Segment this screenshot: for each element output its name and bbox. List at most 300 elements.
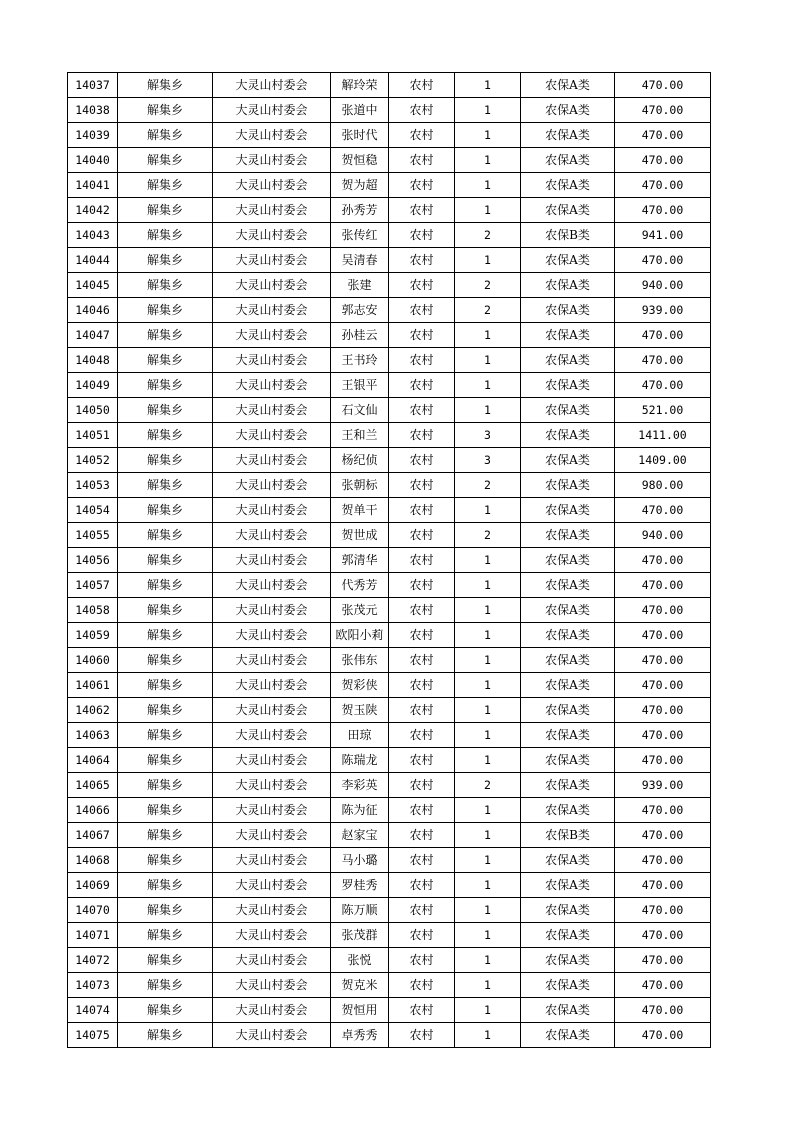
household-type-cell: 农村 (389, 723, 455, 748)
table-row (68, 698, 711, 723)
name-cell: 卓秀秀 (331, 1023, 389, 1048)
household-type-cell: 农村 (389, 198, 455, 223)
township-cell: 解集乡 (118, 948, 213, 973)
table-row (68, 973, 711, 998)
person-count-cell: 1 (455, 548, 521, 573)
category-cell: 农保A类 (521, 73, 615, 98)
village-committee-cell: 大灵山村委会 (213, 573, 331, 598)
village-committee-cell: 大灵山村委会 (213, 1023, 331, 1048)
name-cell: 李彩英 (331, 773, 389, 798)
category-cell: 农保A类 (521, 998, 615, 1023)
household-type-cell: 农村 (389, 123, 455, 148)
record-id-cell: 14047 (68, 323, 118, 348)
record-id-cell: 14061 (68, 673, 118, 698)
name-cell: 贺世成 (331, 523, 389, 548)
person-count-cell: 2 (455, 773, 521, 798)
amount-cell: 470.00 (615, 698, 711, 723)
amount-cell: 470.00 (615, 73, 711, 98)
amount-cell: 470.00 (615, 848, 711, 873)
record-id-cell: 14045 (68, 273, 118, 298)
name-cell: 贺克米 (331, 973, 389, 998)
village-committee-cell: 大灵山村委会 (213, 823, 331, 848)
township-cell: 解集乡 (118, 573, 213, 598)
category-cell: 农保A类 (521, 798, 615, 823)
record-id-cell: 14048 (68, 348, 118, 373)
household-type-cell: 农村 (389, 523, 455, 548)
amount-cell: 470.00 (615, 173, 711, 198)
household-type-cell: 农村 (389, 373, 455, 398)
amount-cell: 470.00 (615, 673, 711, 698)
person-count-cell: 2 (455, 273, 521, 298)
township-cell: 解集乡 (118, 898, 213, 923)
village-committee-cell: 大灵山村委会 (213, 73, 331, 98)
township-cell: 解集乡 (118, 123, 213, 148)
village-committee-cell: 大灵山村委会 (213, 998, 331, 1023)
category-cell: 农保A类 (521, 698, 615, 723)
amount-cell: 470.00 (615, 648, 711, 673)
category-cell: 农保A类 (521, 473, 615, 498)
name-cell: 贺恒稳 (331, 148, 389, 173)
household-type-cell: 农村 (389, 348, 455, 373)
table-row (68, 173, 711, 198)
household-type-cell: 农村 (389, 223, 455, 248)
amount-cell: 470.00 (615, 723, 711, 748)
name-cell: 张建 (331, 273, 389, 298)
person-count-cell: 2 (455, 523, 521, 548)
household-type-cell: 农村 (389, 573, 455, 598)
person-count-cell: 1 (455, 998, 521, 1023)
township-cell: 解集乡 (118, 198, 213, 223)
township-cell: 解集乡 (118, 148, 213, 173)
record-id-cell: 14063 (68, 723, 118, 748)
village-committee-cell: 大灵山村委会 (213, 973, 331, 998)
amount-cell: 470.00 (615, 873, 711, 898)
category-cell: 农保A类 (521, 423, 615, 448)
person-count-cell: 2 (455, 298, 521, 323)
township-cell: 解集乡 (118, 448, 213, 473)
village-committee-cell: 大灵山村委会 (213, 698, 331, 723)
amount-cell: 470.00 (615, 148, 711, 173)
record-id-cell: 14060 (68, 648, 118, 673)
township-cell: 解集乡 (118, 323, 213, 348)
category-cell: 农保A类 (521, 548, 615, 573)
table-row (68, 848, 711, 873)
amount-cell: 470.00 (615, 923, 711, 948)
table-row (68, 223, 711, 248)
village-committee-cell: 大灵山村委会 (213, 223, 331, 248)
person-count-cell: 1 (455, 573, 521, 598)
amount-cell: 470.00 (615, 598, 711, 623)
person-count-cell: 1 (455, 798, 521, 823)
township-cell: 解集乡 (118, 998, 213, 1023)
township-cell: 解集乡 (118, 848, 213, 873)
category-cell: 农保A类 (521, 898, 615, 923)
village-committee-cell: 大灵山村委会 (213, 248, 331, 273)
household-type-cell: 农村 (389, 773, 455, 798)
household-type-cell: 农村 (389, 848, 455, 873)
record-id-cell: 14072 (68, 948, 118, 973)
household-type-cell: 农村 (389, 423, 455, 448)
record-id-cell: 14071 (68, 923, 118, 948)
table-row (68, 648, 711, 673)
table-row (68, 998, 711, 1023)
village-committee-cell: 大灵山村委会 (213, 648, 331, 673)
table-row (68, 723, 711, 748)
category-cell: 农保A类 (521, 348, 615, 373)
township-cell: 解集乡 (118, 873, 213, 898)
household-type-cell: 农村 (389, 873, 455, 898)
person-count-cell: 1 (455, 973, 521, 998)
person-count-cell: 1 (455, 923, 521, 948)
category-cell: 农保B类 (521, 223, 615, 248)
village-committee-cell: 大灵山村委会 (213, 848, 331, 873)
person-count-cell: 1 (455, 323, 521, 348)
table-row (68, 598, 711, 623)
record-id-cell: 14043 (68, 223, 118, 248)
table-row (68, 773, 711, 798)
record-id-cell: 14066 (68, 798, 118, 823)
name-cell: 王银平 (331, 373, 389, 398)
township-cell: 解集乡 (118, 248, 213, 273)
village-committee-cell: 大灵山村委会 (213, 473, 331, 498)
record-id-cell: 14039 (68, 123, 118, 148)
person-count-cell: 1 (455, 498, 521, 523)
household-type-cell: 农村 (389, 973, 455, 998)
name-cell: 贺恒用 (331, 998, 389, 1023)
name-cell: 张茂群 (331, 923, 389, 948)
township-cell: 解集乡 (118, 298, 213, 323)
village-committee-cell: 大灵山村委会 (213, 598, 331, 623)
name-cell: 孙秀芳 (331, 198, 389, 223)
amount-cell: 470.00 (615, 248, 711, 273)
person-count-cell: 1 (455, 598, 521, 623)
amount-cell: 470.00 (615, 323, 711, 348)
village-committee-cell: 大灵山村委会 (213, 148, 331, 173)
household-type-cell: 农村 (389, 498, 455, 523)
record-id-cell: 14058 (68, 598, 118, 623)
amount-cell: 940.00 (615, 523, 711, 548)
amount-cell: 470.00 (615, 498, 711, 523)
village-committee-cell: 大灵山村委会 (213, 173, 331, 198)
amount-cell: 939.00 (615, 773, 711, 798)
amount-cell: 521.00 (615, 398, 711, 423)
record-id-cell: 14049 (68, 373, 118, 398)
household-type-cell: 农村 (389, 73, 455, 98)
table-row (68, 823, 711, 848)
village-committee-cell: 大灵山村委会 (213, 423, 331, 448)
table-body (68, 73, 711, 1048)
category-cell: 农保A类 (521, 373, 615, 398)
table-row (68, 498, 711, 523)
table-row (68, 98, 711, 123)
table-row (68, 523, 711, 548)
household-type-cell: 农村 (389, 548, 455, 573)
category-cell: 农保A类 (521, 948, 615, 973)
name-cell: 陈为征 (331, 798, 389, 823)
township-cell: 解集乡 (118, 98, 213, 123)
category-cell: 农保A类 (521, 523, 615, 548)
household-type-cell: 农村 (389, 448, 455, 473)
person-count-cell: 1 (455, 748, 521, 773)
village-committee-cell: 大灵山村委会 (213, 723, 331, 748)
record-id-cell: 14070 (68, 898, 118, 923)
category-cell: 农保A类 (521, 848, 615, 873)
table-row (68, 448, 711, 473)
household-type-cell: 农村 (389, 923, 455, 948)
household-type-cell: 农村 (389, 698, 455, 723)
name-cell: 田琼 (331, 723, 389, 748)
village-committee-cell: 大灵山村委会 (213, 623, 331, 648)
category-cell: 农保A类 (521, 748, 615, 773)
name-cell: 王和兰 (331, 423, 389, 448)
household-type-cell: 农村 (389, 98, 455, 123)
household-type-cell: 农村 (389, 273, 455, 298)
table-row (68, 798, 711, 823)
township-cell: 解集乡 (118, 523, 213, 548)
table-row (68, 373, 711, 398)
table-row (68, 673, 711, 698)
village-committee-cell: 大灵山村委会 (213, 523, 331, 548)
amount-cell: 470.00 (615, 898, 711, 923)
record-id-cell: 14052 (68, 448, 118, 473)
township-cell: 解集乡 (118, 598, 213, 623)
person-count-cell: 1 (455, 373, 521, 398)
name-cell: 贺单干 (331, 498, 389, 523)
name-cell: 贺为超 (331, 173, 389, 198)
village-committee-cell: 大灵山村委会 (213, 323, 331, 348)
township-cell: 解集乡 (118, 798, 213, 823)
person-count-cell: 1 (455, 673, 521, 698)
category-cell: 农保A类 (521, 298, 615, 323)
record-id-cell: 14073 (68, 973, 118, 998)
amount-cell: 470.00 (615, 373, 711, 398)
person-count-cell: 1 (455, 348, 521, 373)
name-cell: 张时代 (331, 123, 389, 148)
household-type-cell: 农村 (389, 598, 455, 623)
table-row (68, 198, 711, 223)
table-row (68, 348, 711, 373)
township-cell: 解集乡 (118, 423, 213, 448)
village-committee-cell: 大灵山村委会 (213, 298, 331, 323)
person-count-cell: 2 (455, 473, 521, 498)
record-id-cell: 14055 (68, 523, 118, 548)
category-cell: 农保A类 (521, 1023, 615, 1048)
record-id-cell: 14051 (68, 423, 118, 448)
record-id-cell: 14067 (68, 823, 118, 848)
person-count-cell: 1 (455, 823, 521, 848)
amount-cell: 470.00 (615, 548, 711, 573)
township-cell: 解集乡 (118, 698, 213, 723)
name-cell: 杨纪侦 (331, 448, 389, 473)
household-type-cell: 农村 (389, 748, 455, 773)
category-cell: 农保A类 (521, 773, 615, 798)
household-type-cell: 农村 (389, 298, 455, 323)
record-id-cell: 14064 (68, 748, 118, 773)
township-cell: 解集乡 (118, 723, 213, 748)
village-committee-cell: 大灵山村委会 (213, 948, 331, 973)
amount-cell: 940.00 (615, 273, 711, 298)
category-cell: 农保A类 (521, 648, 615, 673)
amount-cell: 470.00 (615, 998, 711, 1023)
record-id-cell: 14041 (68, 173, 118, 198)
record-id-cell: 14050 (68, 398, 118, 423)
category-cell: 农保A类 (521, 398, 615, 423)
amount-cell: 470.00 (615, 198, 711, 223)
amount-cell: 470.00 (615, 823, 711, 848)
person-count-cell: 1 (455, 398, 521, 423)
person-count-cell: 1 (455, 848, 521, 873)
record-id-cell: 14065 (68, 773, 118, 798)
household-type-cell: 农村 (389, 673, 455, 698)
table-row (68, 748, 711, 773)
person-count-cell: 1 (455, 173, 521, 198)
table-row (68, 548, 711, 573)
name-cell: 代秀芳 (331, 573, 389, 598)
record-id-cell: 14042 (68, 198, 118, 223)
table-row (68, 123, 711, 148)
table-row (68, 898, 711, 923)
household-type-cell: 农村 (389, 998, 455, 1023)
household-type-cell: 农村 (389, 948, 455, 973)
village-committee-cell: 大灵山村委会 (213, 348, 331, 373)
name-cell: 张道中 (331, 98, 389, 123)
table-row (68, 273, 711, 298)
household-type-cell: 农村 (389, 173, 455, 198)
record-id-cell: 14074 (68, 998, 118, 1023)
category-cell: 农保A类 (521, 573, 615, 598)
village-committee-cell: 大灵山村委会 (213, 548, 331, 573)
household-type-cell: 农村 (389, 248, 455, 273)
record-id-cell: 14069 (68, 873, 118, 898)
amount-cell: 470.00 (615, 573, 711, 598)
category-cell: 农保A类 (521, 148, 615, 173)
name-cell: 陈万顺 (331, 898, 389, 923)
household-type-cell: 农村 (389, 148, 455, 173)
category-cell: 农保A类 (521, 873, 615, 898)
household-type-cell: 农村 (389, 398, 455, 423)
amount-cell: 470.00 (615, 123, 711, 148)
name-cell: 贺玉陕 (331, 698, 389, 723)
record-id-cell: 14062 (68, 698, 118, 723)
name-cell: 郭志安 (331, 298, 389, 323)
person-count-cell: 1 (455, 98, 521, 123)
category-cell: 农保A类 (521, 248, 615, 273)
amount-cell: 1411.00 (615, 423, 711, 448)
township-cell: 解集乡 (118, 373, 213, 398)
village-committee-cell: 大灵山村委会 (213, 448, 331, 473)
household-type-cell: 农村 (389, 1023, 455, 1048)
person-count-cell: 1 (455, 148, 521, 173)
village-committee-cell: 大灵山村委会 (213, 898, 331, 923)
record-id-cell: 14056 (68, 548, 118, 573)
category-cell: 农保A类 (521, 973, 615, 998)
record-id-cell: 14059 (68, 623, 118, 648)
table-row (68, 398, 711, 423)
table-row (68, 873, 711, 898)
name-cell: 张悦 (331, 948, 389, 973)
name-cell: 郭清华 (331, 548, 389, 573)
person-count-cell: 3 (455, 448, 521, 473)
amount-cell: 470.00 (615, 748, 711, 773)
table-row (68, 298, 711, 323)
amount-cell: 1409.00 (615, 448, 711, 473)
category-cell: 农保B类 (521, 823, 615, 848)
township-cell: 解集乡 (118, 973, 213, 998)
category-cell: 农保A类 (521, 598, 615, 623)
township-cell: 解集乡 (118, 548, 213, 573)
table-row (68, 248, 711, 273)
table-row (68, 623, 711, 648)
township-cell: 解集乡 (118, 223, 213, 248)
person-count-cell: 1 (455, 648, 521, 673)
name-cell: 赵家宝 (331, 823, 389, 848)
household-type-cell: 农村 (389, 473, 455, 498)
table-row (68, 923, 711, 948)
person-count-cell: 2 (455, 223, 521, 248)
record-id-cell: 14053 (68, 473, 118, 498)
village-committee-cell: 大灵山村委会 (213, 273, 331, 298)
village-committee-cell: 大灵山村委会 (213, 673, 331, 698)
township-cell: 解集乡 (118, 923, 213, 948)
category-cell: 农保A类 (521, 323, 615, 348)
table-row (68, 1023, 711, 1048)
record-id-cell: 14040 (68, 148, 118, 173)
township-cell: 解集乡 (118, 273, 213, 298)
township-cell: 解集乡 (118, 173, 213, 198)
village-committee-cell: 大灵山村委会 (213, 748, 331, 773)
village-committee-cell: 大灵山村委会 (213, 123, 331, 148)
record-id-cell: 14075 (68, 1023, 118, 1048)
record-id-cell: 14046 (68, 298, 118, 323)
name-cell: 张伟东 (331, 648, 389, 673)
name-cell: 孙桂云 (331, 323, 389, 348)
person-count-cell: 1 (455, 248, 521, 273)
person-count-cell: 1 (455, 898, 521, 923)
amount-cell: 470.00 (615, 98, 711, 123)
person-count-cell: 1 (455, 73, 521, 98)
beneficiary-table (67, 72, 711, 1048)
category-cell: 农保A类 (521, 623, 615, 648)
village-committee-cell: 大灵山村委会 (213, 798, 331, 823)
township-cell: 解集乡 (118, 473, 213, 498)
category-cell: 农保A类 (521, 673, 615, 698)
category-cell: 农保A类 (521, 498, 615, 523)
person-count-cell: 1 (455, 623, 521, 648)
amount-cell: 470.00 (615, 973, 711, 998)
record-id-cell: 14054 (68, 498, 118, 523)
township-cell: 解集乡 (118, 398, 213, 423)
village-committee-cell: 大灵山村委会 (213, 873, 331, 898)
township-cell: 解集乡 (118, 823, 213, 848)
township-cell: 解集乡 (118, 1023, 213, 1048)
amount-cell: 470.00 (615, 1023, 711, 1048)
category-cell: 农保A类 (521, 173, 615, 198)
name-cell: 吴清春 (331, 248, 389, 273)
category-cell: 农保A类 (521, 98, 615, 123)
village-committee-cell: 大灵山村委会 (213, 773, 331, 798)
category-cell: 农保A类 (521, 273, 615, 298)
name-cell: 欧阳小莉 (331, 623, 389, 648)
name-cell: 马小璐 (331, 848, 389, 873)
household-type-cell: 农村 (389, 823, 455, 848)
record-id-cell: 14037 (68, 73, 118, 98)
table-row (68, 73, 711, 98)
table-row (68, 473, 711, 498)
amount-cell: 980.00 (615, 473, 711, 498)
township-cell: 解集乡 (118, 773, 213, 798)
village-committee-cell: 大灵山村委会 (213, 498, 331, 523)
township-cell: 解集乡 (118, 498, 213, 523)
